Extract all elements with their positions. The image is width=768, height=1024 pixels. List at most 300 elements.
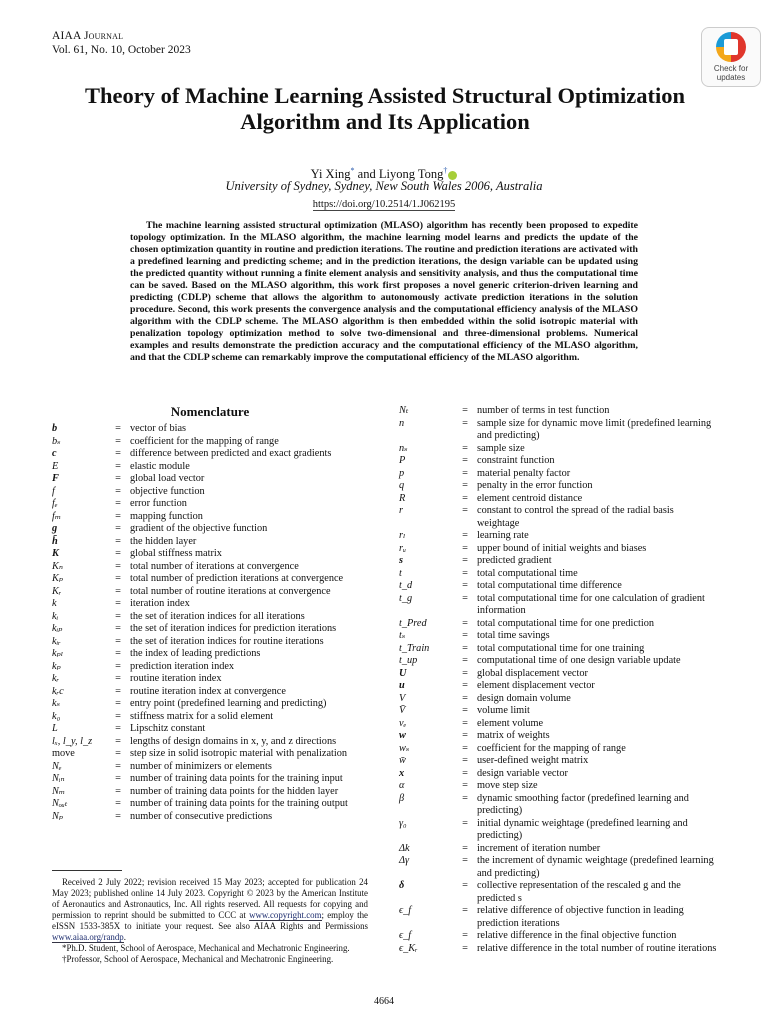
- nomenclature-definition: move step size: [477, 780, 538, 791]
- nomenclature-definition: gradient of the objective function: [130, 523, 268, 534]
- nomenclature-definition: step size in solid isotropic material with penalization: [130, 748, 348, 759]
- badge-label-1: Check for: [713, 64, 749, 73]
- author-2[interactable]: Liyong Tong: [378, 167, 444, 182]
- abstract: The machine learning assisted structural optimization (MLASO) algorithm has recently been proposed to expedite topology optimization. In the MLASO algorithm, the machine learning model learns and predicts the update of the chosen optimization quantity in routine and prediction iterations. The routine and prediction iterations are activated with a predefined learning and predicting scheme; and in the prediction iterations, the design variable can be updated using the predicted quantity without running a finite element analysis and sensitivity analysis, and thus the computational time can be saved. Based on the MLASO algorithm, this work first proposes a novel generic criterion-driven learning and predicting (CDLP) scheme that allows the algorithm to autonomously activate prediction iterations in the solution procedure. Second, this work presents the convergence analysis and the computational efficiency analysis of the MLASO algorithm with the CDLP scheme. The MLASO algorithm is then embedded within the solid isotropic material with penalization topology optimization method to solve two-dimensional and three-dimensional problems. Numerical examples and results demonstrate the prediction accuracy and the computational efficiency of the MLASO algorithm, and that the CDLP scheme can remarkably improve the computational efficiency of the MLASO algorithm.: [130, 220, 638, 363]
- nomenclature-definition: the hidden layer: [130, 535, 197, 547]
- nomenclature-entry: [399, 905, 717, 930]
- equals-sign: =: [462, 592, 468, 604]
- nomenclature-entry: [52, 486, 368, 499]
- nomenclature-symbol: U: [399, 667, 407, 679]
- nomenclature-symbol: ϵ_f: [399, 930, 412, 941]
- nomenclature-entry: [52, 498, 368, 511]
- equals-sign: =: [462, 880, 468, 891]
- nomenclature-entry: [52, 548, 368, 561]
- equals-sign: =: [462, 680, 468, 691]
- equals-sign: =: [462, 492, 468, 504]
- nomenclature-definition: vector of bias: [130, 423, 187, 434]
- nomenclature-symbol: β: [399, 792, 405, 804]
- equals-sign: =: [462, 742, 468, 754]
- equals-sign: =: [462, 642, 468, 654]
- nomenclature-definition: the set of iteration indices for routine iterations: [130, 635, 324, 647]
- nomenclature-definition: difference between predicted and exact gradients: [130, 448, 332, 459]
- equals-sign: =: [462, 792, 468, 804]
- nomenclature-symbol: Nᵢₙ: [52, 773, 65, 784]
- nomenclature-definition: sample size: [477, 442, 525, 454]
- nomenclature-symbol: Kᵣ: [52, 585, 62, 597]
- equals-sign: =: [115, 535, 121, 547]
- author2-footnote: †Professor, School of Aerospace, Mechanical and Mechatronic Engineering.: [62, 954, 334, 964]
- nomenclature-symbol: x: [399, 767, 405, 779]
- nomenclature-symbol: t_Pred: [399, 617, 427, 629]
- nomenclature-entry: [399, 580, 717, 593]
- nomenclature-definition: design domain volume: [477, 692, 571, 704]
- nomenclature-entry: [52, 686, 368, 699]
- crossmark-icon: [716, 32, 746, 62]
- nomenclature-definition: user-defined weight matrix: [477, 755, 589, 766]
- nomenclature-symbol: kₚₗ: [52, 648, 64, 659]
- nomenclature-entry: [399, 480, 717, 493]
- journal-name: AIAA Journal: [52, 30, 124, 42]
- nomenclature-definition: total number of prediction iterations at convergence: [130, 573, 344, 584]
- nomenclature-entry: [52, 786, 368, 799]
- equals-sign: =: [115, 548, 121, 559]
- equals-sign: =: [115, 635, 121, 647]
- nomenclature-definition: relative difference of objective function in leading prediction iterations: [477, 905, 684, 929]
- author1-footnote: *Ph.D. Student, School of Aerospace, Mechanical and Mechatronic Engineering.: [62, 943, 350, 953]
- nomenclature-definition: total number of routine iterations at convergence: [130, 585, 331, 597]
- nomenclature-entry: [399, 843, 717, 856]
- nomenclature-symbol: b: [52, 423, 58, 434]
- equals-sign: =: [462, 855, 468, 866]
- nomenclature-symbol: u: [399, 680, 405, 691]
- equals-sign: =: [462, 555, 468, 566]
- nomenclature-definition: iteration index: [130, 598, 190, 609]
- nomenclature-definition: dynamic smoothing factor (predefined learning and predicting): [477, 792, 689, 816]
- nomenclature-definition: the set of iteration indices for all iterations: [130, 610, 305, 622]
- equals-sign: =: [115, 798, 121, 809]
- nomenclature-symbol: g: [52, 523, 58, 534]
- nomenclature-definition: global stiffness matrix: [130, 548, 222, 559]
- nomenclature-symbol: Nₘ: [52, 785, 66, 797]
- nomenclature-definition: relative difference in the final objective function: [477, 930, 677, 941]
- nomenclature-entry: [52, 748, 368, 761]
- doi-line: [0, 199, 768, 210]
- nomenclature-definition: material penalty factor: [477, 467, 571, 479]
- affiliation: University of Sydney, Sydney, New South Wales 2006, Australia: [225, 179, 543, 193]
- nomenclature-symbol: t_g: [399, 592, 413, 604]
- nomenclature-symbol: Nₜ: [399, 405, 409, 416]
- nomenclature-entry: [399, 630, 717, 643]
- equals-sign: =: [115, 760, 121, 772]
- nomenclature-definition: number of minimizers or elements: [130, 760, 272, 772]
- nomenclature-definition: total computational time: [477, 567, 578, 579]
- nomenclature-entry: [399, 818, 717, 843]
- nomenclature-symbol: k₀: [52, 710, 61, 722]
- nomenclature-entry: [52, 511, 368, 524]
- nomenclature-symbol: rᵤ: [399, 542, 407, 554]
- nomenclature-symbol: kᵣ: [52, 673, 60, 684]
- nomenclature-entry: [399, 405, 717, 418]
- nomenclature-entry: [399, 593, 717, 618]
- received-text-3: .: [123, 932, 126, 942]
- nomenclature-symbol: lₓ, l_y, l_z: [52, 735, 93, 747]
- nomenclature-entry: [399, 780, 717, 793]
- equals-sign: =: [462, 542, 468, 554]
- nomenclature-symbol: kₚ: [52, 660, 61, 672]
- nomenclature-definition: coefficient for the mapping of range: [130, 435, 279, 447]
- author-1[interactable]: Yi Xing: [310, 167, 351, 182]
- nomenclature-symbol: w̄: [399, 755, 406, 766]
- nomenclature-entry: [52, 598, 368, 611]
- equals-sign: =: [115, 573, 121, 584]
- nomenclature-entry: [399, 618, 717, 631]
- nomenclature-entry: [52, 661, 368, 674]
- equals-sign: =: [462, 905, 468, 916]
- nomenclature-entry: [52, 673, 368, 686]
- nomenclature-entry: [52, 573, 368, 586]
- nomenclature-definition: total computational time for one calculation of gradient information: [477, 592, 705, 616]
- nomenclature-entry: [399, 943, 717, 956]
- nomenclature-symbol: fₘ: [52, 510, 62, 522]
- nomenclature-symbol: ϵ_Kᵣ: [399, 942, 418, 954]
- nomenclature-symbol: t_Train: [399, 642, 430, 654]
- nomenclature-definition: stiffness matrix for a solid element: [130, 710, 274, 722]
- nomenclature-symbol: q: [399, 480, 405, 491]
- equals-sign: =: [462, 580, 468, 591]
- nomenclature-symbol: p: [399, 467, 405, 479]
- equals-sign: =: [115, 435, 121, 447]
- nomenclature-entry: [399, 930, 717, 943]
- nomenclature-definition: relative difference in the total number of routine iterations: [477, 942, 717, 954]
- nomenclature-entry: [399, 755, 717, 768]
- nomenclature-symbol: Δk: [399, 842, 410, 854]
- equals-sign: =: [462, 842, 468, 854]
- paper-title: [40, 83, 730, 135]
- nomenclature-definition: penalty in the error function: [477, 480, 593, 491]
- equals-sign: =: [115, 710, 121, 722]
- equals-sign: =: [115, 460, 121, 472]
- check-for-updates-badge[interactable]: [701, 27, 761, 87]
- ccc-link[interactable]: www.copyright.com: [249, 910, 322, 920]
- equals-sign: =: [462, 630, 468, 641]
- nomenclature-definition: computational time of one design variable update: [477, 655, 681, 666]
- nomenclature-definition: coefficient for the mapping of range: [477, 742, 626, 754]
- nomenclature-definition: prediction iteration index: [130, 660, 235, 672]
- nomenclature-symbol: rₗ: [399, 530, 406, 541]
- nomenclature-entry: [399, 793, 717, 818]
- equals-sign: =: [115, 735, 121, 747]
- nomenclature-symbol: R: [399, 492, 406, 504]
- nomenclature-definition: number of terms in test function: [477, 405, 610, 416]
- nomenclature-symbol: vₑ: [399, 717, 407, 729]
- equals-sign: =: [462, 755, 468, 766]
- equals-sign: =: [462, 442, 468, 454]
- nomenclature-definition: Lipschitz constant: [130, 723, 206, 734]
- nomenclature-entry: [52, 636, 368, 649]
- equals-sign: =: [462, 530, 468, 541]
- nomenclature-entry: [52, 773, 368, 786]
- nomenclature-definition: upper bound of initial weights and biases: [477, 542, 647, 554]
- nomenclature-entry: [399, 655, 717, 668]
- nomenclature-symbol: k: [52, 598, 57, 609]
- nomenclature-symbol: kᵢ: [52, 610, 59, 622]
- nomenclature-definition: collective representation of the rescaled g and the predicted s: [477, 880, 681, 904]
- nomenclature-entry: [399, 455, 717, 468]
- equals-sign: =: [462, 817, 468, 829]
- equals-sign: =: [462, 480, 468, 491]
- equals-sign: =: [462, 505, 468, 516]
- footnotes: [52, 877, 368, 965]
- nomenclature-symbol: kᵢₚ: [52, 623, 63, 634]
- nomenclature-definition: design variable vector: [477, 767, 568, 779]
- nomenclature-definition: the increment of dynamic weightage (predefined learning and predicting): [477, 855, 714, 879]
- nomenclature-symbol: Nₚ: [52, 810, 63, 822]
- nomenclature-definition: matrix of weights: [477, 730, 550, 741]
- nomenclature-definition: routine iteration index: [130, 673, 222, 684]
- equals-sign: =: [115, 448, 121, 459]
- received-text-2: ; employ the eISSN 1533-385X to initiate your request. See also AIAA Rights and Permissions: [52, 910, 368, 931]
- nomenclature-symbol: F: [52, 473, 59, 484]
- nomenclature-symbol: h̄: [52, 535, 58, 547]
- nomenclature-symbol: wₛ: [399, 742, 410, 754]
- equals-sign: =: [115, 510, 121, 522]
- nomenclature-definition: routine iteration index at convergence: [130, 685, 286, 697]
- equals-sign: =: [462, 617, 468, 629]
- nomenclature-symbol: K: [52, 548, 59, 559]
- rights-link[interactable]: www.aiaa.org/randp: [52, 932, 124, 942]
- nomenclature-entry: [52, 611, 368, 624]
- nomenclature-entry: [52, 448, 368, 461]
- nomenclature-entry: [399, 730, 717, 743]
- nomenclature-symbol: V: [399, 692, 406, 704]
- nomenclature-definition: elastic module: [130, 460, 190, 472]
- nomenclature-symbol: Nₒᵤₜ: [52, 798, 68, 809]
- nomenclature-entry: [399, 443, 717, 456]
- nomenclature-definition: total computational time difference: [477, 580, 622, 591]
- nomenclature-symbol: Δγ: [399, 855, 410, 866]
- nomenclature-definition: volume limit: [477, 705, 530, 716]
- nomenclature-symbol: V̄: [399, 705, 406, 716]
- equals-sign: =: [115, 473, 121, 484]
- footnote-rule: [52, 870, 122, 871]
- equals-sign: =: [115, 785, 121, 797]
- nomenclature-entry: [399, 493, 717, 506]
- equals-sign: =: [115, 660, 121, 672]
- equals-sign: =: [115, 698, 121, 709]
- title-line-1: Theory of Machine Learning Assisted Structural Optimization: [85, 83, 685, 108]
- nomenclature-definition: number of training data points for the training input: [130, 773, 343, 784]
- nomenclature-definition: objective function: [130, 485, 205, 497]
- nomenclature-symbol: γ₀: [399, 817, 407, 829]
- nomenclature-symbol: kᵢᵣ: [52, 635, 61, 647]
- equals-sign: =: [115, 723, 121, 734]
- title-line-2: Algorithm and Its Application: [240, 109, 530, 134]
- badge-label-2: updates: [716, 73, 746, 82]
- received-footnote: [52, 877, 368, 943]
- nomenclature-definition: error function: [130, 498, 187, 509]
- author-1-mark[interactable]: *: [350, 166, 355, 175]
- nomenclature-entry: [399, 880, 717, 905]
- nomenclature-entry: [52, 586, 368, 599]
- nomenclature-definition: lengths of design domains in x, y, and z directions: [130, 735, 337, 747]
- nomenclature-definition: global load vector: [130, 473, 205, 484]
- nomenclature-symbol: nₛ: [399, 442, 408, 454]
- nomenclature-definition: learning rate: [477, 530, 529, 541]
- nomenclature-symbol: f: [52, 485, 55, 497]
- nomenclature-symbol: kᵣc: [52, 685, 64, 697]
- nomenclature-definition: constraint function: [477, 455, 555, 466]
- equals-sign: =: [462, 467, 468, 479]
- journal-header: [52, 29, 191, 57]
- nomenclature-symbol: w: [399, 730, 406, 741]
- nomenclature-entry: [399, 718, 717, 731]
- nomenclature-definition: the set of iteration indices for prediction iterations: [130, 623, 337, 634]
- equals-sign: =: [115, 560, 121, 572]
- nomenclature-definition: element displacement vector: [477, 680, 595, 691]
- nomenclature-entry: [399, 855, 717, 880]
- nomenclature-symbol: L: [52, 723, 58, 734]
- equals-sign: =: [115, 810, 121, 822]
- equals-sign: =: [115, 598, 121, 609]
- volume-info: Vol. 61, No. 10, October 2023: [52, 44, 191, 56]
- nomenclature-symbol: α: [399, 780, 405, 791]
- nomenclature-definition: global displacement vector: [477, 667, 588, 679]
- nomenclature-entry: [52, 523, 368, 536]
- nomenclature-symbol: δ: [399, 880, 405, 891]
- nomenclature-entry: [399, 693, 717, 706]
- nomenclature-right-column: [399, 405, 717, 955]
- nomenclature-symbol: r: [399, 505, 404, 516]
- nomenclature-entry: [52, 811, 368, 824]
- nomenclature-symbol: P: [399, 455, 406, 466]
- nomenclature-definition: total time savings: [477, 630, 550, 641]
- equals-sign: =: [462, 930, 468, 941]
- nomenclature-heading: Nomenclature: [170, 404, 250, 419]
- nomenclature-entry: [52, 461, 368, 474]
- nomenclature-entry: [399, 743, 717, 756]
- nomenclature-symbol: bₛ: [52, 435, 61, 447]
- received-text-1: Received 2 July 2022; revision received 15 May 2023; accepted for publication 24 May 2023; published online 14 July 2023. Copyright © 2023 by the American Institute of Aeronautics and Astronautics, Inc. All rights reserved. All requests for copying and permission to reprint should be submitted to CCC at: [52, 877, 368, 920]
- nomenclature-entry: [399, 530, 717, 543]
- nomenclature-entry: [52, 711, 368, 724]
- nomenclature-symbol: t_d: [399, 580, 413, 591]
- nomenclature-entry: [399, 543, 717, 556]
- equals-sign: =: [462, 417, 468, 429]
- nomenclature-symbol: n: [399, 417, 405, 429]
- equals-sign: =: [462, 705, 468, 716]
- nomenclature-definition: number of consecutive predictions: [130, 810, 273, 822]
- nomenclature-symbol: t_up: [399, 655, 418, 666]
- equals-sign: =: [115, 498, 121, 509]
- nomenclature-symbol: t: [399, 567, 402, 579]
- nomenclature-entry: [52, 423, 368, 436]
- nomenclature-entry: [52, 536, 368, 549]
- nomenclature-entry: [399, 768, 717, 781]
- nomenclature-definition: entry point (predefined learning and predicting): [130, 698, 327, 709]
- nomenclature-entry: [52, 736, 368, 749]
- nomenclature-definition: total computational time for one training: [477, 642, 645, 654]
- equals-sign: =: [115, 523, 121, 534]
- equals-sign: =: [462, 655, 468, 666]
- nomenclature-symbol: Kₚ: [52, 573, 63, 584]
- nomenclature-symbol: Kₙ: [52, 560, 64, 572]
- author-separator: and: [354, 167, 379, 182]
- nomenclature-entry: [399, 705, 717, 718]
- equals-sign: =: [462, 567, 468, 579]
- nomenclature-entry: [52, 623, 368, 636]
- nomenclature-definition: element centroid distance: [477, 492, 583, 504]
- doi-link[interactable]: https://doi.org/10.2514/1.J062195: [312, 199, 456, 210]
- nomenclature-symbol: s: [399, 555, 404, 566]
- nomenclature-definition: total number of iterations at convergence: [130, 560, 299, 572]
- equals-sign: =: [115, 623, 121, 634]
- equals-sign: =: [462, 405, 468, 416]
- equals-sign: =: [115, 685, 121, 697]
- nomenclature-symbol: ϵ_f: [399, 905, 412, 916]
- author-2-mark[interactable]: †: [443, 166, 448, 175]
- nomenclature-entry: [399, 555, 717, 568]
- equals-sign: =: [115, 748, 121, 759]
- equals-sign: =: [115, 423, 121, 434]
- nomenclature-entry: [399, 680, 717, 693]
- nomenclature-entry: [52, 698, 368, 711]
- equals-sign: =: [115, 585, 121, 597]
- nomenclature-entry: [52, 561, 368, 574]
- nomenclature-entry: [52, 798, 368, 811]
- nomenclature-definition: element volume: [477, 717, 544, 729]
- equals-sign: =: [462, 767, 468, 779]
- nomenclature-symbol: kₛ: [52, 698, 61, 709]
- nomenclature-entry: [52, 436, 368, 449]
- nomenclature-left-column: [52, 423, 368, 823]
- nomenclature-entry: [399, 418, 717, 443]
- equals-sign: =: [115, 610, 121, 622]
- nomenclature-definition: total computational time for one prediction: [477, 617, 654, 629]
- equals-sign: =: [115, 673, 121, 684]
- equals-sign: =: [462, 667, 468, 679]
- nomenclature-entry: [399, 643, 717, 656]
- nomenclature-symbol: c: [52, 448, 57, 459]
- equals-sign: =: [462, 780, 468, 791]
- nomenclature-definition: mapping function: [130, 510, 203, 522]
- nomenclature-definition: initial dynamic weightage (predefined learning and predicting): [477, 817, 688, 841]
- nomenclature-entry: [52, 473, 368, 486]
- nomenclature-definition: constant to control the spread of the radial basis weightage: [477, 505, 674, 529]
- equals-sign: =: [462, 692, 468, 704]
- nomenclature-definition: the index of leading predictions: [130, 648, 261, 659]
- nomenclature-symbol: Nₑ: [52, 760, 62, 772]
- nomenclature-entry: [399, 668, 717, 681]
- equals-sign: =: [462, 717, 468, 729]
- nomenclature-entry: [52, 648, 368, 661]
- nomenclature-symbol: tₛ: [399, 630, 406, 641]
- equals-sign: =: [462, 730, 468, 741]
- nomenclature-entry: [52, 761, 368, 774]
- equals-sign: =: [115, 648, 121, 659]
- nomenclature-entry: [399, 568, 717, 581]
- equals-sign: =: [115, 773, 121, 784]
- nomenclature-symbol: fₑ: [52, 498, 58, 509]
- page-number: 4664: [374, 996, 394, 1007]
- nomenclature-entry: [52, 723, 368, 736]
- nomenclature-definition: sample size for dynamic move limit (predefined learning and predicting): [477, 417, 712, 441]
- nomenclature-definition: predicted gradient: [477, 555, 552, 566]
- equals-sign: =: [115, 485, 121, 497]
- nomenclature-symbol: move: [52, 748, 75, 759]
- nomenclature-entry: [399, 505, 717, 530]
- nomenclature-definition: increment of iteration number: [477, 842, 601, 854]
- nomenclature-entry: [399, 468, 717, 481]
